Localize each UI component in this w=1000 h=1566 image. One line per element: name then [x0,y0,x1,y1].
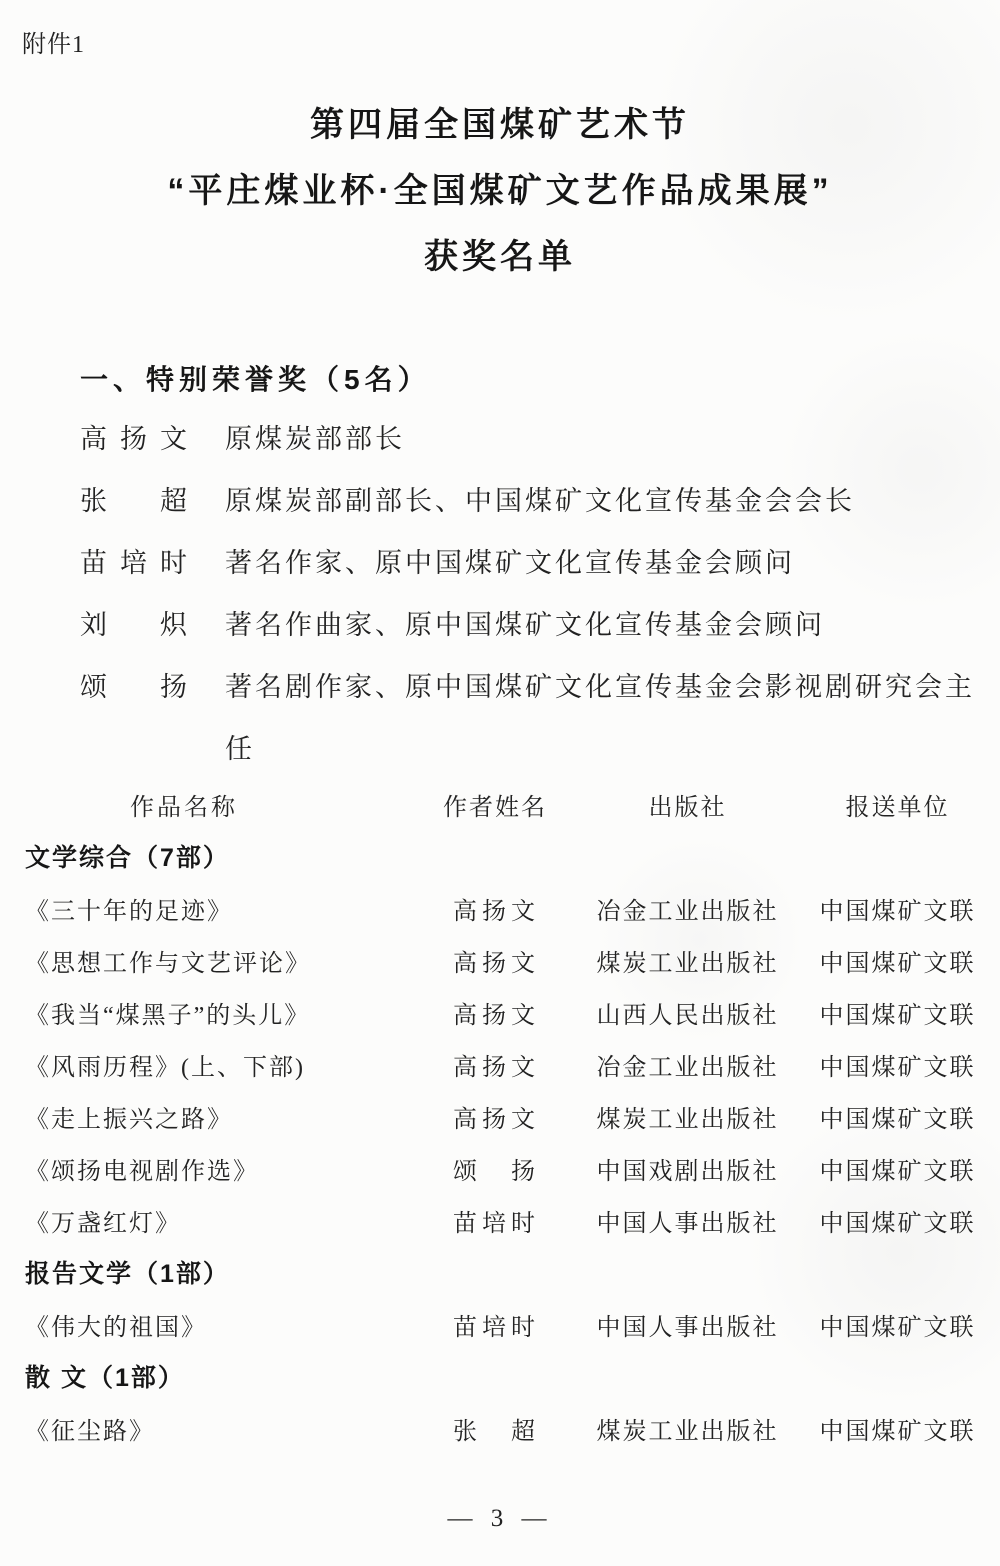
table-row [0,1090,1000,1142]
work-submit-unit: 中国煤矿文联 [819,1314,976,1341]
honoree-name: 高扬文 [80,424,187,454]
document-title [0,92,1000,290]
author-name: 高扬文 [453,1054,537,1081]
honoree-name: 张超 [80,486,187,516]
work-publisher: 山西人民出版社 [596,1002,779,1029]
work-title: 《万盏红灯》 [25,1210,181,1237]
work-submit-unit: 中国煤矿文联 [819,950,976,977]
work-publisher: 煤炭工业出版社 [596,950,779,977]
work-title: 《风雨历程》(上、下部) [25,1054,305,1081]
works-table [0,778,1000,1454]
header-submit-unit: 报送单位 [845,794,950,821]
author-name: 高扬文 [453,898,537,925]
author-name: 高扬文 [453,1002,537,1029]
table-row [0,1194,1000,1246]
work-author [425,1151,565,1186]
author-name: 苗培时 [453,1314,537,1341]
work-submit-unit: 中国煤矿文联 [819,1210,976,1237]
author-name: 高扬文 [453,950,537,977]
honoree-name: 颂扬 [80,672,187,702]
author-name: 颂扬 [453,1158,537,1185]
honoree-title: 著名剧作家、原中国煤矿文化宣传基金会影视剧研究会主任 [225,672,975,764]
work-publisher: 中国戏剧出版社 [596,1158,779,1185]
honoree-title: 著名作家、原中国煤矿文化宣传基金会顾问 [225,548,795,578]
work-title: 《征尘路》 [25,1418,155,1445]
honoree-title: 著名作曲家、原中国煤矿文化宣传基金会顾问 [225,610,825,640]
category-heading: 散 文（1部） [25,1364,185,1392]
honoree-title: 原煤炭部副部长、中国煤矿文化宣传基金会会长 [225,486,855,516]
work-author [425,1411,565,1446]
work-submit-unit: 中国煤矿文联 [819,1002,976,1029]
table-row [0,1142,1000,1194]
header-author-name: 作者姓名 [443,794,547,821]
table-row [0,986,1000,1038]
honoree-name: 刘炽 [80,610,187,640]
work-title: 《我当“煤黑子”的头儿》 [25,1002,311,1029]
work-title: 《颂扬电视剧作选》 [25,1158,259,1185]
table-row [0,1298,1000,1350]
work-author [425,943,565,978]
work-submit-unit: 中国煤矿文联 [819,1054,976,1081]
work-author [425,1047,565,1082]
works-table-header [0,778,1000,830]
honoree-row [80,470,985,532]
table-row [0,1402,1000,1454]
work-submit-unit: 中国煤矿文联 [819,1418,976,1445]
work-publisher: 煤炭工业出版社 [596,1106,779,1133]
table-row [0,1038,1000,1090]
header-work-title: 作品名称 [130,794,238,821]
category-heading: 报告文学（1部） [25,1260,230,1288]
honoree-name: 苗培时 [80,548,187,578]
author-name: 张超 [453,1418,537,1445]
honor-section-heading: 一、特别荣誉奖（5名） [80,364,431,395]
table-row [0,882,1000,934]
work-title: 《走上振兴之路》 [25,1106,233,1133]
work-title: 《思想工作与文艺评论》 [25,950,311,977]
title-line-3: 获奖名单 [424,238,576,276]
honoree-row [80,656,985,780]
work-author [425,995,565,1030]
work-author [425,1203,565,1238]
author-name: 苗培时 [453,1210,537,1237]
work-publisher: 中国人事出版社 [596,1314,779,1341]
honoree-row [80,408,985,470]
work-submit-unit: 中国煤矿文联 [819,1106,976,1133]
category-heading: 文学综合（7部） [25,844,230,872]
honoree-list [80,408,985,780]
title-line-2: “平庄煤业杯·全国煤矿文艺作品成果展” [167,172,833,210]
work-author [425,1307,565,1342]
header-publisher: 出版社 [648,794,727,821]
honoree-row [80,594,985,656]
honoree-title: 原煤炭部部长 [225,424,405,454]
work-publisher: 中国人事出版社 [596,1210,779,1237]
author-name: 高扬文 [453,1106,537,1133]
work-author [425,891,565,926]
work-author [425,1099,565,1134]
work-title: 《三十年的足迹》 [25,898,233,925]
attachment-label: 附件1 [22,32,85,58]
work-submit-unit: 中国煤矿文联 [819,898,976,925]
page-number: — 3 — [447,1505,553,1532]
title-line-1: 第四届全国煤矿艺术节 [310,106,690,144]
work-publisher: 冶金工业出版社 [596,898,779,925]
honoree-row [80,532,985,594]
work-publisher: 冶金工业出版社 [596,1054,779,1081]
work-title: 《伟大的祖国》 [25,1314,207,1341]
work-publisher: 煤炭工业出版社 [596,1418,779,1445]
work-submit-unit: 中国煤矿文联 [819,1158,976,1185]
table-row [0,934,1000,986]
